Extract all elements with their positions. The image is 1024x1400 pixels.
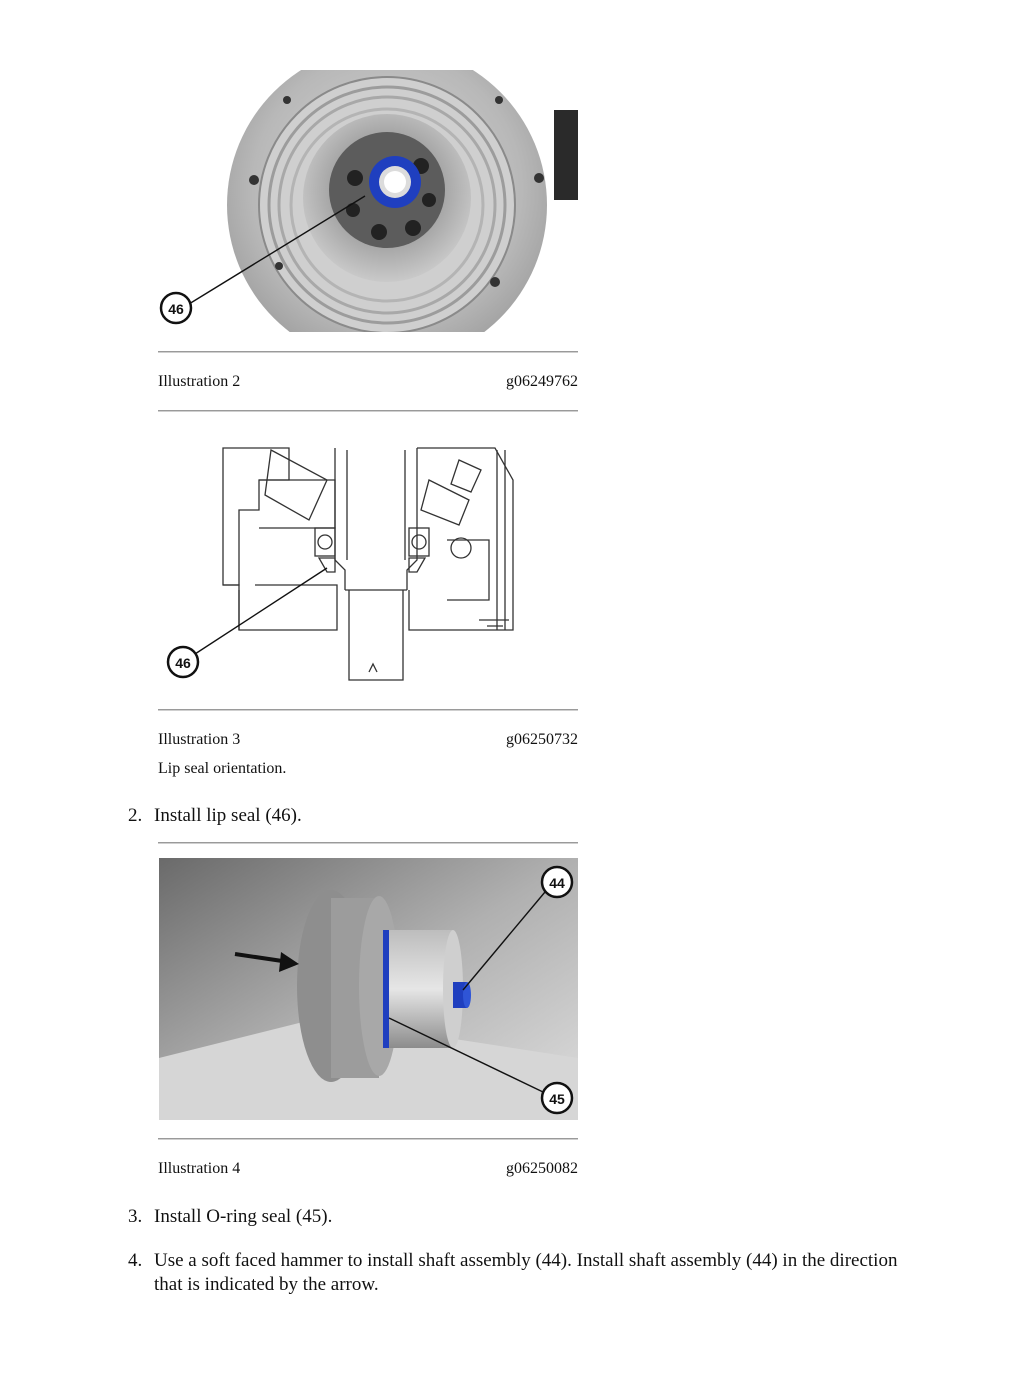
step-number: 2. — [128, 805, 143, 826]
illustration-2-code: g06249762 — [506, 373, 578, 390]
callout-46-label: 46 — [175, 655, 191, 671]
callout-44-label: 44 — [549, 875, 565, 891]
step-text: Install O-ring seal (45). — [154, 1206, 333, 1227]
illustration-3-description: Lip seal orientation. — [158, 760, 287, 777]
illustration-2-photo — [159, 70, 578, 332]
step-text: Install lip seal (46). — [154, 805, 302, 826]
step-number: 3. — [128, 1206, 143, 1227]
illustration-3-drawing — [159, 440, 578, 690]
caption-top-rule — [158, 351, 578, 353]
illustration-3-label: Illustration 3 — [158, 731, 241, 748]
caption-top-rule — [158, 842, 578, 844]
illustration-4-label: Illustration 4 — [158, 1160, 241, 1177]
caption-top-rule — [158, 1138, 578, 1140]
step-number: 4. — [128, 1250, 143, 1271]
callout-46-label: 46 — [168, 301, 184, 317]
illustration-3-code: g06250732 — [506, 731, 578, 748]
illustration-2-label: Illustration 2 — [158, 373, 241, 390]
caption-bottom-rule — [158, 410, 578, 412]
illustration-4-photo — [159, 858, 578, 1120]
caption-top-rule — [158, 709, 578, 711]
step-text: Use a soft faced hammer to install shaft assembly (44). Install shaft assembly (44) in the direction that is indicated by the arrow. — [154, 1250, 898, 1295]
callout-45-label: 45 — [549, 1091, 565, 1107]
illustration-4-code: g06250082 — [506, 1160, 578, 1177]
